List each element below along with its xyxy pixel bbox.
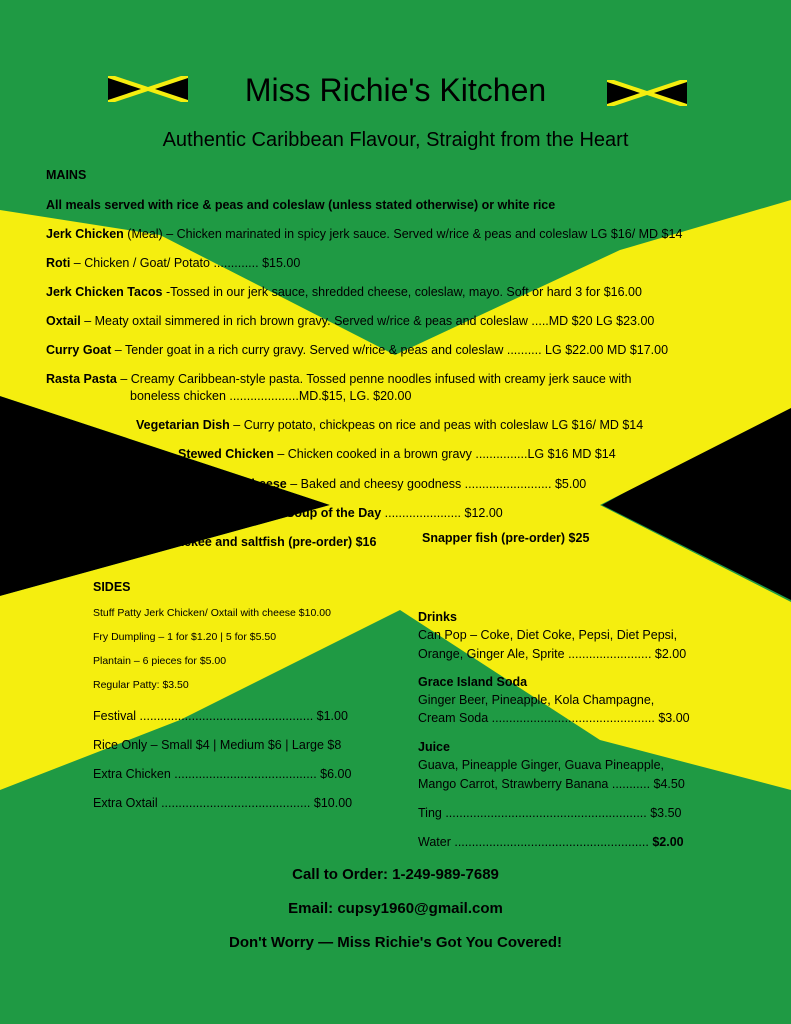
- drink-grace-line2: Cream Soda ............................................... $3.00: [418, 711, 690, 725]
- restaurant-title: Miss Richie's Kitchen: [244, 72, 547, 108]
- menu-item-stewed-chicken: [178, 447, 616, 461]
- contact-email: Email: cupsy1960@gmail.com: [288, 900, 503, 917]
- drink-juice-line2: Mango Carrot, Strawberry Banana ........... $4.50: [418, 777, 685, 791]
- item-name: Vegetarian Dish: [136, 418, 230, 432]
- item-desc: ...................... $12.00: [381, 506, 503, 520]
- menu-item-mac-cheese: [202, 477, 586, 491]
- item-desc: (Meal) – Chicken marinated in spicy jerk sauce. Served w/rice & peas and coleslaw LG $16/ MD $14: [123, 227, 683, 241]
- item-name: Rasta Pasta: [46, 372, 117, 386]
- menu-item-rasta-pasta-price: boneless chicken ....................MD.$15, LG. $20.00: [130, 389, 412, 403]
- side-item-rice-only: Rice Only – Small $4 | Medium $6 | Large $8: [93, 738, 342, 752]
- menu-item-vegetarian: [136, 418, 643, 432]
- menu-item-curry-goat: [46, 343, 668, 357]
- drink-ting: Ting .......................................................... $3.50: [418, 806, 682, 820]
- mains-note: All meals served with rice & peas and coleslaw (unless stated otherwise) or white rice: [46, 198, 556, 212]
- item-desc: Water ........................................................: [418, 835, 649, 849]
- drink-juice-line1: Guava, Pineapple Ginger, Guava Pineapple,: [418, 758, 665, 772]
- drink-can-pop-line2: Orange, Ginger Ale, Sprite ........................ $2.00: [418, 647, 687, 661]
- menu-item-jerk-chicken-tacos: [46, 285, 642, 299]
- drink-can-pop-line1: Can Pop – Coke, Diet Coke, Pepsi, Diet Pepsi,: [418, 628, 678, 642]
- menu-item-soup: [286, 506, 503, 520]
- side-item-extra-chicken: Extra Chicken ......................................... $6.00: [93, 767, 352, 781]
- drinks-heading: Drinks: [418, 610, 457, 624]
- menu-item-snapper: Snapper fish (pre-order) $25: [422, 531, 590, 545]
- item-desc: – Baked and cheesy goodness ......................... $5.00: [286, 477, 587, 491]
- item-desc: – Tender goat in a rich curry gravy. Served w/rice & peas and coleslaw .......... LG $22.00 MD $17.00: [111, 343, 669, 357]
- side-item: Stuff Patty Jerk Chicken/ Oxtail with cheese $10.00: [93, 607, 331, 619]
- menu-item-oxtail: [46, 314, 654, 328]
- side-item: Regular Patty: $3.50: [93, 679, 189, 691]
- item-name: Jerk Chicken Tacos: [46, 285, 163, 299]
- menu-item-rasta-pasta: [46, 372, 632, 386]
- call-to-order: Call to Order: 1-249-989-7689: [292, 866, 499, 883]
- side-item-festival: Festival .................................................. $1.00: [93, 709, 348, 723]
- menu-item-roti: [46, 256, 300, 270]
- item-desc: – Creamy Caribbean-style pasta. Tossed penne noodles infused with creamy jerk sauce with: [116, 372, 632, 386]
- item-name: Curry Goat: [46, 343, 112, 357]
- sides-heading: SIDES: [93, 580, 131, 594]
- item-desc: – Meaty oxtail simmered in rich brown gravy. Served w/rice & peas and coleslaw .....MD $20 LG $23.00: [80, 314, 655, 328]
- item-desc: – Chicken cooked in a brown gravy ...............LG $16 MD $14: [273, 447, 616, 461]
- item-name: Soup of the Day: [286, 506, 382, 520]
- menu-item-ackee: Ackee and saltfish (pre-order) $16: [175, 535, 377, 549]
- footer-tagline: Don't Worry — Miss Richie's Got You Covered!: [228, 934, 563, 951]
- item-price: $2.00: [648, 835, 684, 849]
- item-name: Roti: [46, 256, 71, 270]
- item-name: Oxtail: [46, 314, 81, 328]
- tagline-subtitle: Authentic Caribbean Flavour, Straight from the Heart: [162, 129, 629, 151]
- side-item: Plantain – 6 pieces for $5.00: [93, 655, 227, 667]
- item-desc: – Chicken / Goat/ Potato ............. $15.00: [70, 256, 301, 270]
- menu-item-jerk-chicken: [46, 227, 682, 241]
- drink-grace-line1: Ginger Beer, Pineapple, Kola Champagne,: [418, 693, 655, 707]
- drink-water: [418, 835, 684, 849]
- side-item-extra-oxtail: Extra Oxtail ........................................... $10.00: [93, 796, 353, 810]
- item-name: Mac & Cheese: [202, 477, 287, 491]
- item-name: Jerk Chicken: [46, 227, 124, 241]
- item-desc: -Tossed in our jerk sauce, shredded cheese, coleslaw, mayo. Soft or hard 3 for $16.00: [162, 285, 642, 299]
- item-desc: – Curry potato, chickpeas on rice and peas with coleslaw LG $16/ MD $14: [229, 418, 644, 432]
- item-name: Stewed Chicken: [178, 447, 274, 461]
- mains-heading: MAINS: [46, 168, 87, 182]
- drink-juice-heading: Juice: [418, 740, 450, 754]
- side-item: Fry Dumpling – 1 for $1.20 | 5 for $5.50: [93, 631, 277, 643]
- drink-grace-heading: Grace Island Soda: [418, 675, 528, 689]
